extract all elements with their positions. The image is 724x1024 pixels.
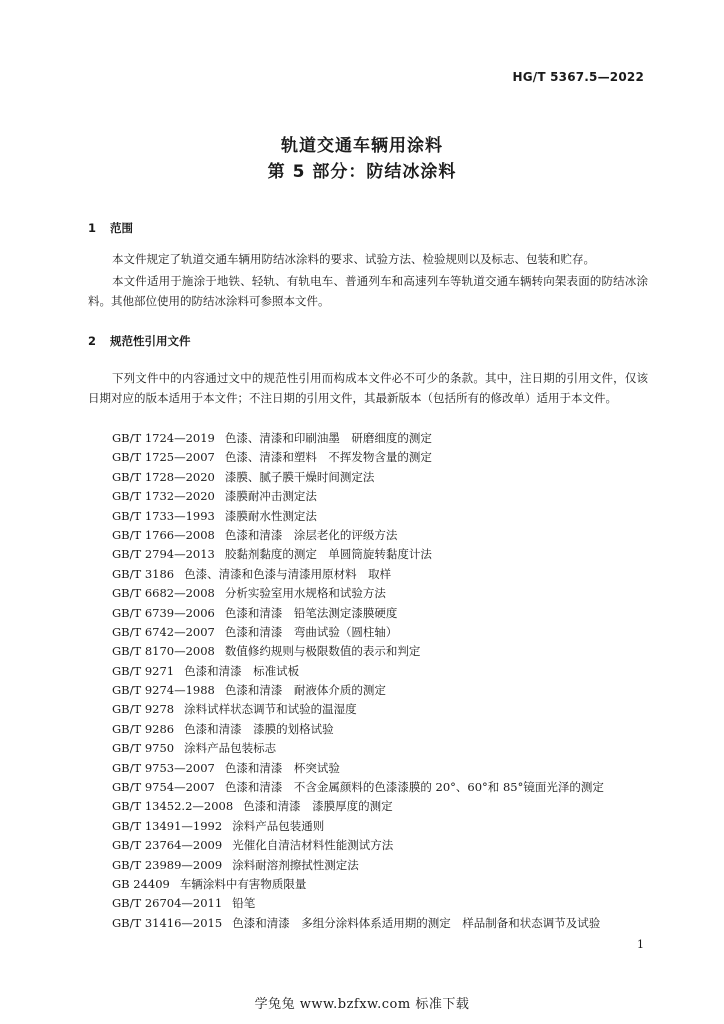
reference-code: GB/T 8170—2008 bbox=[112, 644, 215, 659]
reference-title: 色漆和清漆 漆膜的划格试验 bbox=[184, 721, 334, 736]
reference-code: GB/T 13452.2—2008 bbox=[112, 799, 234, 814]
reference-title: 色漆和清漆 涂层老化的评级方法 bbox=[224, 527, 398, 542]
document-title-line2: 第 5 部分：防结冰涂料 bbox=[267, 162, 457, 182]
reference-code: GB/T 3186 bbox=[112, 566, 175, 581]
reference-code: GB/T 9286 bbox=[112, 721, 175, 736]
section-number: 1 bbox=[88, 221, 97, 235]
scope-paragraph-2: 本文件适用于施涂于地铁、轻轨、有轨电车、普通列车和高速列车等轨道交通车辆转向架表面的防结冰涂料。其他部位使用的防结冰涂料可参照本文件。 bbox=[88, 274, 648, 308]
document-title-line1: 轨道交通车辆用涂料 bbox=[281, 136, 443, 156]
reference-title: 胶黏剂黏度的测定 单圆筒旋转黏度计法 bbox=[224, 547, 432, 562]
reference-title: 铅笔 bbox=[232, 896, 256, 911]
reference-title: 色漆和清漆 弯曲试验（圆柱轴） bbox=[224, 624, 398, 639]
reference-code: GB/T 9753—2007 bbox=[112, 760, 215, 775]
reference-code: GB/T 23989—2009 bbox=[112, 857, 223, 872]
reference-item bbox=[112, 487, 652, 506]
normative-references-list bbox=[112, 429, 652, 933]
reference-code: GB/T 31416—2015 bbox=[112, 915, 223, 930]
reference-title: 色漆、清漆和印刷油墨 研磨细度的测定 bbox=[224, 431, 432, 445]
reference-title: 漆膜耐冲击测定法 bbox=[224, 489, 317, 504]
reference-title: 色漆和清漆 耐液体介质的测定 bbox=[224, 683, 386, 698]
reference-code: GB/T 9750 bbox=[112, 741, 175, 756]
reference-code: GB/T 1724—2019 bbox=[112, 431, 215, 445]
reference-item bbox=[112, 623, 652, 642]
reference-title: 色漆和清漆 铅笔法测定漆膜硬度 bbox=[224, 605, 398, 620]
reference-code: GB/T 13491—1992 bbox=[112, 818, 223, 833]
reference-title: 光催化自清洁材料性能测试方法 bbox=[232, 838, 394, 853]
reference-item bbox=[112, 526, 652, 545]
reference-title: 色漆和清漆 多组分涂料体系适用期的测定 样品制备和状态调节及试验 bbox=[232, 915, 601, 930]
reference-item bbox=[112, 565, 652, 584]
reference-title: 涂料耐溶剂擦拭性测定法 bbox=[232, 857, 359, 872]
reference-item bbox=[112, 642, 652, 661]
reference-title: 涂料试样状态调节和试验的温湿度 bbox=[184, 702, 357, 717]
reference-item bbox=[112, 604, 652, 623]
reference-item bbox=[112, 681, 652, 700]
section-number: 2 bbox=[88, 334, 97, 348]
section-1-heading bbox=[88, 220, 133, 236]
reference-item bbox=[112, 759, 652, 778]
reference-item bbox=[112, 778, 652, 797]
reference-code: GB/T 1728—2020 bbox=[112, 469, 215, 484]
reference-item bbox=[112, 797, 652, 816]
reference-code: GB/T 2794—2013 bbox=[112, 547, 215, 562]
section-title: 范围 bbox=[110, 221, 134, 235]
reference-code: GB/T 6742—2007 bbox=[112, 624, 215, 639]
reference-item bbox=[112, 875, 652, 894]
reference-title: 色漆和清漆 标准试板 bbox=[184, 663, 300, 678]
reference-title: 数值修约规则与极限数值的表示和判定 bbox=[224, 644, 421, 659]
reference-item bbox=[112, 739, 652, 758]
reference-title: 漆膜耐水性测定法 bbox=[224, 508, 317, 523]
section-2-heading bbox=[88, 333, 191, 349]
reference-title: 色漆和清漆 杯突试验 bbox=[224, 760, 340, 775]
reference-title: 车辆涂料中有害物质限量 bbox=[179, 876, 307, 891]
reference-title: 色漆、清漆和塑料 不挥发物含量的测定 bbox=[224, 450, 432, 465]
reference-title: 色漆和清漆 漆膜厚度的测定 bbox=[243, 799, 393, 814]
watermark-footer: 学兔兔 www.bzfxw.com 标准下载 bbox=[254, 997, 470, 1012]
reference-item bbox=[112, 914, 652, 933]
reference-item bbox=[112, 448, 652, 467]
reference-item bbox=[112, 468, 652, 487]
reference-code: GB/T 1732—2020 bbox=[112, 489, 215, 504]
reference-code: GB/T 9271 bbox=[112, 663, 175, 678]
reference-code: GB/T 23764—2009 bbox=[112, 838, 223, 853]
reference-item bbox=[112, 429, 652, 448]
reference-title: 涂料产品包装通则 bbox=[232, 818, 325, 833]
reference-title: 分析实验室用水规格和试验方法 bbox=[224, 586, 386, 601]
reference-item bbox=[112, 894, 652, 913]
page-number: 1 bbox=[637, 938, 644, 951]
reference-item bbox=[112, 507, 652, 526]
reference-code: GB 24409 bbox=[112, 876, 170, 891]
reference-item bbox=[112, 545, 652, 564]
reference-code: GB/T 26704—2011 bbox=[112, 896, 223, 911]
reference-code: GB/T 1766—2008 bbox=[112, 527, 215, 542]
reference-item bbox=[112, 584, 652, 603]
reference-item bbox=[112, 720, 652, 739]
reference-code: GB/T 6682—2008 bbox=[112, 586, 215, 601]
reference-code: GB/T 1733—1993 bbox=[112, 508, 215, 523]
reference-item bbox=[112, 836, 652, 855]
reference-code: GB/T 1725—2007 bbox=[112, 450, 215, 465]
references-intro-paragraph: 下列文件中的内容通过文中的规范性引用而构成本文件必不可少的条款。其中，注日期的引用文件，仅该日期对应的版本适用于本文件；不注日期的引用文件，其最新版本（包括所有的修改单）适用于本文件。 bbox=[88, 371, 648, 405]
reference-code: GB/T 9274—1988 bbox=[112, 683, 215, 698]
reference-code: GB/T 9278 bbox=[112, 702, 175, 717]
reference-title: 漆膜、腻子膜干燥时间测定法 bbox=[224, 469, 375, 484]
reference-code: GB/T 6739—2006 bbox=[112, 605, 215, 620]
reference-title: 涂料产品包装标志 bbox=[184, 741, 277, 756]
section-title: 规范性引用文件 bbox=[110, 334, 191, 348]
reference-code: GB/T 9754—2007 bbox=[112, 780, 215, 795]
reference-item bbox=[112, 856, 652, 875]
reference-item bbox=[112, 662, 652, 681]
reference-title: 色漆和清漆 不含金属颜料的色漆漆膜的 20°、60°和 85°镜面光泽的测定 bbox=[224, 780, 604, 795]
reference-title: 色漆、清漆和色漆与清漆用原材料 取样 bbox=[184, 566, 392, 581]
scope-paragraph-1: 本文件规定了轨道交通车辆用防结冰涂料的要求、试验方法、检验规则以及标志、包装和贮存。 bbox=[112, 252, 595, 266]
reference-item bbox=[112, 817, 652, 836]
standard-code: HG/T 5367.5—2022 bbox=[512, 70, 644, 84]
reference-item bbox=[112, 700, 652, 719]
